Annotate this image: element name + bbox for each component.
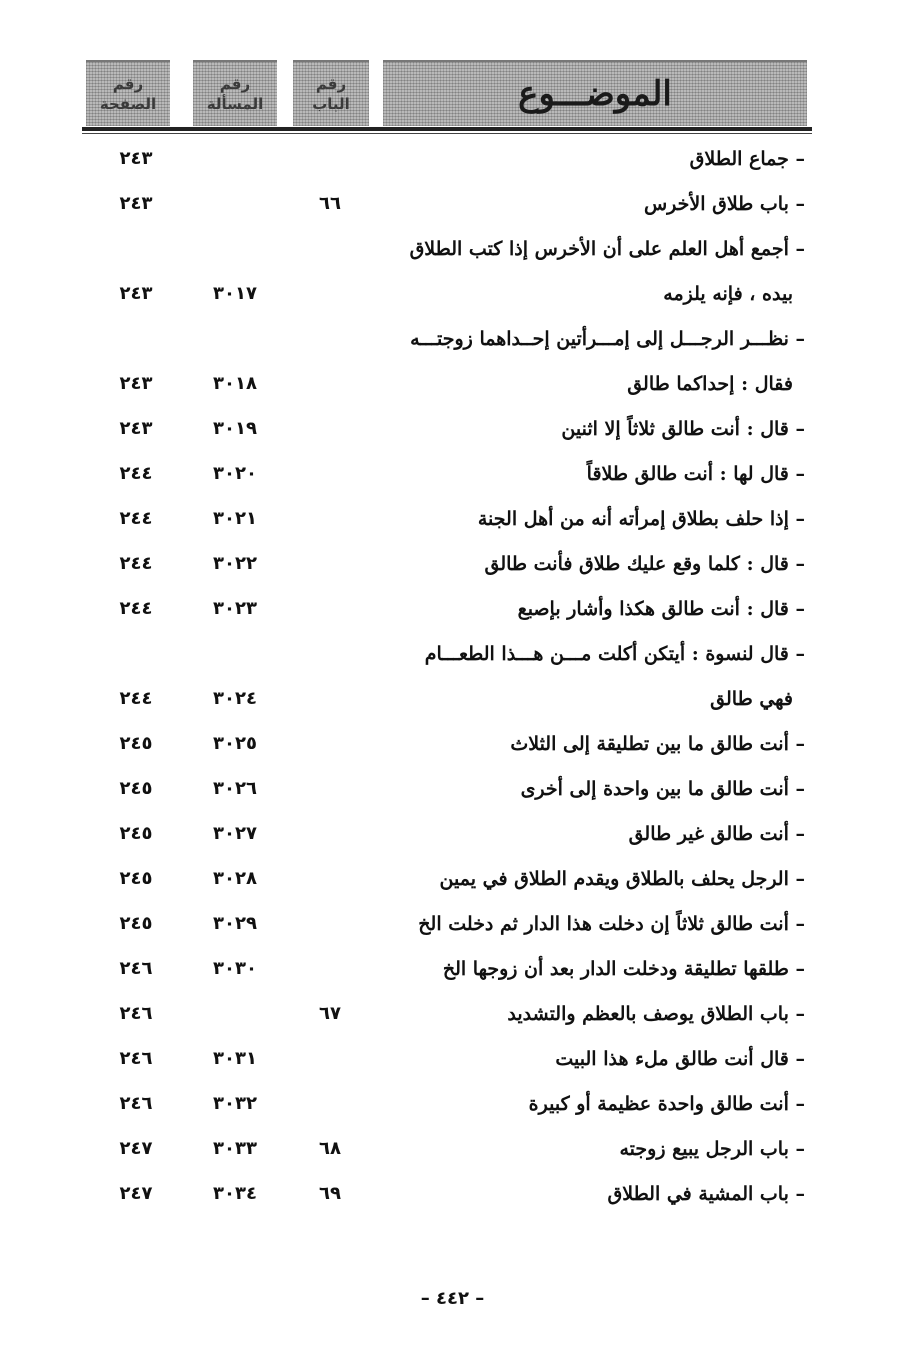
- table-row: [0, 1084, 905, 1124]
- row-topic: بيده ، فإنه يلزمه: [663, 283, 793, 305]
- row-chapter-number: [300, 139, 360, 179]
- header-page-number: [86, 60, 170, 126]
- table-row: [0, 1039, 905, 1079]
- row-page-number: ٢٤٣: [119, 283, 153, 304]
- table-row: [0, 1129, 905, 1169]
- row-chapter-number: [300, 949, 360, 989]
- row-topic: – قال أنت طالق ملء هذا البيت: [555, 1048, 805, 1070]
- row-issue-number: ٣٠٢١: [213, 508, 257, 529]
- row-issue-number: [190, 319, 280, 359]
- row-chapter-number: [300, 454, 360, 494]
- header-issue-number: [193, 60, 277, 126]
- header-topic-label: الموضـــوع: [518, 74, 672, 114]
- row-page-number: ٢٤٣: [119, 148, 153, 169]
- row-page-number: ٢٤٦: [119, 958, 153, 979]
- header-issue-label-1: رقم: [219, 75, 251, 93]
- row-topic: – جماع الطلاق: [689, 148, 805, 170]
- row-page-number: ٢٤٣: [119, 193, 153, 214]
- row-chapter-number: [300, 274, 360, 314]
- row-issue-number: ٣٠٣٢: [213, 1093, 257, 1114]
- row-issue-number: ٣٠٢٩: [213, 913, 257, 934]
- header-page-label-2: الصفحة: [99, 95, 157, 113]
- table-row: [0, 319, 905, 359]
- row-chapter-number: [300, 499, 360, 539]
- row-issue-number: ٣٠١٧: [213, 283, 257, 304]
- table-row: [0, 229, 905, 269]
- row-page-number: [96, 634, 176, 674]
- table-row: [0, 139, 905, 179]
- row-issue-number: [190, 634, 280, 674]
- table-row: [0, 274, 905, 314]
- row-issue-number: ٣٠٢٧: [213, 823, 257, 844]
- row-topic: – قال : كلما وقع عليك طلاق فأنت طالق: [484, 553, 805, 575]
- row-chapter-number: [300, 589, 360, 629]
- table-row: [0, 364, 905, 404]
- row-topic: – أنت طالق واحدة عظيمة أو كبيرة: [528, 1093, 805, 1115]
- row-issue-number: ٣٠١٨: [213, 373, 257, 394]
- row-page-number: ٢٤٤: [119, 598, 153, 619]
- row-topic: – أنت طالق غير طالق: [628, 823, 805, 845]
- table-row: [0, 499, 905, 539]
- row-page-number: ٢٤٥: [119, 823, 153, 844]
- row-issue-number: ٣٠٢٢: [213, 553, 257, 574]
- row-issue-number: ٣٠٣١: [213, 1048, 257, 1069]
- row-chapter-number: [300, 634, 360, 674]
- row-chapter-number: [300, 1039, 360, 1079]
- row-topic: – باب الطلاق يوصف بالعظم والتشديد: [507, 1003, 805, 1025]
- row-topic: – أجمع أهل العلم على أن الأخرس إذا كتب الطلاق: [409, 238, 805, 260]
- row-issue-number: ٣٠٢٦: [213, 778, 257, 799]
- table-row: [0, 454, 905, 494]
- table-row: [0, 1174, 905, 1214]
- header-chapter-label-1: رقم: [315, 75, 347, 93]
- header-page-label-1: رقم: [112, 75, 144, 93]
- row-chapter-number: [300, 544, 360, 584]
- row-chapter-number: [300, 859, 360, 899]
- row-issue-number: ٣٠٣٠: [213, 958, 257, 979]
- row-page-number: ٢٤٧: [119, 1183, 153, 1204]
- row-issue-number: [190, 994, 280, 1034]
- row-chapter-number: [300, 679, 360, 719]
- row-issue-number: ٣٠٣٤: [213, 1183, 257, 1204]
- page-number: – ٤٤٢ –: [420, 1288, 485, 1309]
- row-page-number: ٢٤٧: [119, 1138, 153, 1159]
- row-chapter-number: [300, 1084, 360, 1124]
- row-chapter-number: ٦٧: [319, 1003, 341, 1024]
- row-chapter-number: ٦٨: [319, 1138, 341, 1159]
- table-row: [0, 634, 905, 674]
- header-chapter-label-2: الباب: [312, 95, 350, 113]
- table-row: [0, 724, 905, 764]
- table-row: [0, 949, 905, 989]
- table-row: [0, 994, 905, 1034]
- row-page-number: ٢٤٥: [119, 778, 153, 799]
- row-topic: – نظـــر الرجـــل إلى إمـــرأتين إحــداهما زوجتـــه: [410, 328, 805, 350]
- row-chapter-number: [300, 364, 360, 404]
- row-topic: – إذا حلف بطلاق إمرأته أنه من أهل الجنة: [477, 508, 805, 530]
- table-row: [0, 859, 905, 899]
- row-page-number: ٢٤٥: [119, 868, 153, 889]
- row-topic: – قال : أنت طالق هكذا وأشار بإصبع: [517, 598, 805, 620]
- row-topic: – قال لها : أنت طالق طلاقاً: [586, 463, 805, 485]
- row-chapter-number: [300, 319, 360, 359]
- row-issue-number: ٣٠٢٠: [213, 463, 257, 484]
- row-topic: – الرجل يحلف بالطلاق ويقدم الطلاق في يمين: [439, 868, 805, 890]
- row-issue-number: ٣٠٢٨: [213, 868, 257, 889]
- row-topic: – باب المشية في الطلاق: [607, 1183, 805, 1205]
- row-chapter-number: [300, 409, 360, 449]
- row-issue-number: ٣٠٢٣: [213, 598, 257, 619]
- row-chapter-number: [300, 229, 360, 269]
- table-row: [0, 679, 905, 719]
- row-page-number: ٢٤٦: [119, 1003, 153, 1024]
- header-issue-label-2: المسألة: [206, 95, 264, 113]
- header-topic: [383, 60, 807, 126]
- row-issue-number: [190, 229, 280, 269]
- row-issue-number: [190, 184, 280, 224]
- row-page-number: ٢٤٦: [119, 1093, 153, 1114]
- row-chapter-number: ٦٩: [319, 1183, 341, 1204]
- row-page-number: ٢٤٤: [119, 463, 153, 484]
- row-issue-number: ٣٠٢٥: [213, 733, 257, 754]
- row-topic: – قال : أنت طالق ثلاثاً إلا اثنين: [561, 418, 805, 440]
- header-divider-thin: [82, 133, 812, 134]
- row-topic: – باب طلاق الأخرس: [643, 193, 805, 215]
- row-page-number: [96, 229, 176, 269]
- row-chapter-number: [300, 814, 360, 854]
- header-divider: [82, 127, 812, 131]
- table-row: [0, 184, 905, 224]
- row-chapter-number: [300, 769, 360, 809]
- row-page-number: ٢٤٣: [119, 373, 153, 394]
- row-topic: – أنت طالق ما بين تطليقة إلى الثلاث: [510, 733, 805, 755]
- table-row: [0, 904, 905, 944]
- row-topic: – باب الرجل يبيع زوجته: [619, 1138, 805, 1160]
- row-page-number: ٢٤٥: [119, 913, 153, 934]
- table-row: [0, 409, 905, 449]
- row-issue-number: ٣٠٣٣: [213, 1138, 257, 1159]
- row-topic: – أنت طالق ما بين واحدة إلى أخرى: [520, 778, 805, 800]
- row-topic: – قال لنسوة : أيتكن أكلت مـــن هـــذا الطعـــام: [424, 643, 805, 665]
- header-chapter-number: [293, 60, 369, 126]
- row-topic: فهي طالق: [710, 688, 793, 710]
- table-row: [0, 544, 905, 584]
- row-chapter-number: [300, 904, 360, 944]
- row-topic: – أنت طالق ثلاثاً إن دخلت هذا الدار ثم دخلت الخ: [418, 913, 805, 935]
- row-page-number: ٢٤٤: [119, 553, 153, 574]
- row-page-number: ٢٤٣: [119, 418, 153, 439]
- row-issue-number: [190, 139, 280, 179]
- table-row: [0, 589, 905, 629]
- row-chapter-number: ٦٦: [319, 193, 341, 214]
- row-page-number: [96, 319, 176, 359]
- row-topic: فقال : إحداكما طالق: [627, 373, 793, 395]
- row-topic: – طلقها تطليقة ودخلت الدار بعد أن زوجها الخ: [442, 958, 805, 980]
- row-page-number: ٢٤٤: [119, 688, 153, 709]
- row-chapter-number: [300, 724, 360, 764]
- row-page-number: ٢٤٦: [119, 1048, 153, 1069]
- row-page-number: ٢٤٤: [119, 508, 153, 529]
- table-row: [0, 814, 905, 854]
- table-row: [0, 769, 905, 809]
- row-issue-number: ٣٠١٩: [213, 418, 257, 439]
- row-issue-number: ٣٠٢٤: [213, 688, 257, 709]
- row-page-number: ٢٤٥: [119, 733, 153, 754]
